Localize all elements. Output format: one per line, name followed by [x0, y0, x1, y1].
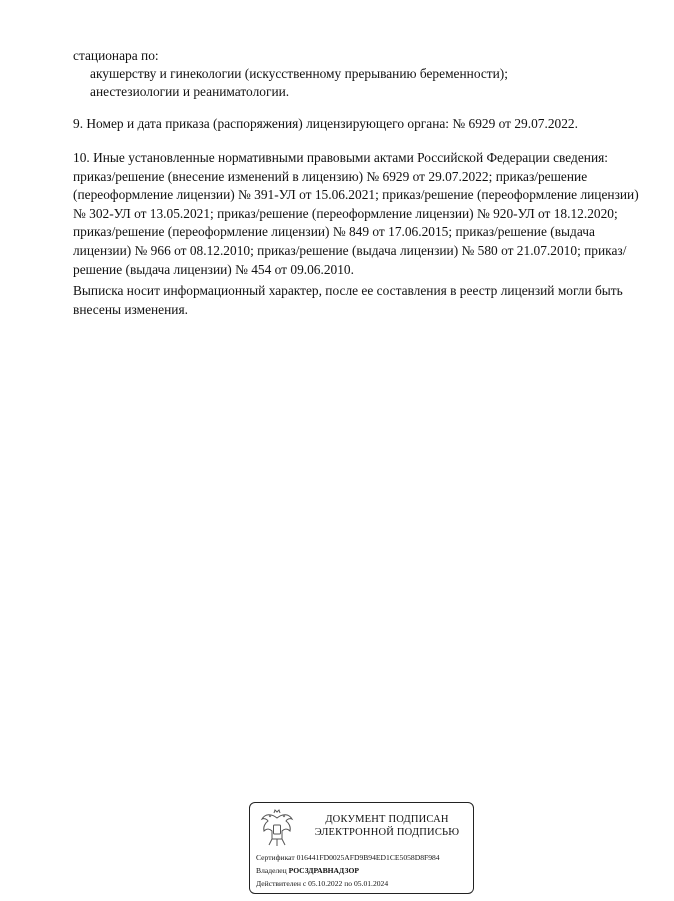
double-headed-eagle-emblem-icon — [258, 809, 296, 849]
owner-value: РОСЗДРАВНАДЗОР — [288, 866, 360, 875]
validity-line: Действителен с 05.10.2022 по 05.01.2024 — [256, 879, 389, 888]
section-intro: стационара по: — [73, 48, 159, 63]
certificate-value: 016441FD0025AFD9B94ED1CE5058D8F984 — [296, 853, 440, 862]
electronic-signature-stamp — [249, 802, 474, 894]
list-item-anesthesiology: анестезиологии и реаниматологии. — [90, 84, 290, 99]
item-9-order-number: 9. Номер и дата приказа (распоряжения) лицензирующего органа: № 6929 от 29.07.2022. — [73, 116, 578, 131]
signature-title-line-2: ЭЛЕКТРОННОЙ ПОДПИСЬЮ — [314, 827, 460, 838]
signature-title-line-1: ДОКУМЕНТ ПОДПИСАН — [325, 814, 449, 825]
informational-notice: Выписка носит информационный характер, после ее составления в реестр лицензий могли быть внесены изменения. — [73, 283, 623, 317]
signature-title — [306, 813, 468, 839]
owner-label: Владелец — [256, 866, 287, 875]
certificate-label: Сертификат — [256, 853, 295, 862]
list-item-obstetrics: акушерству и гинекологии (искусственному прерыванию беременности); — [90, 66, 508, 81]
item-10-other-info: 10. Иные установленные нормативными правовыми актами Российской Федерации сведения: приказ/решение (внесение изменений в лицензию) № 6929 от 29.07.2022; приказ/решение (переоформление лицензии) № 391-УЛ от 15.06.2021; приказ/решение (переоформление лицензии) № 302-УЛ от 13.05.2021; приказ/решение (переоформление лицензии) № 920-УЛ от 18.12.2020; приказ/решение (переоформление лицензии) № 849 от 17.06.2015; приказ/решение (выдача лицензии) № 966 от 08.12.2010; приказ/решение (выдача лицензии) № 580 от 21.07.2010; приказ/решение (выдача лицензии) № 454 от 09.06.2010. — [73, 150, 639, 277]
owner-line — [256, 866, 359, 876]
certificate-line — [256, 853, 440, 863]
